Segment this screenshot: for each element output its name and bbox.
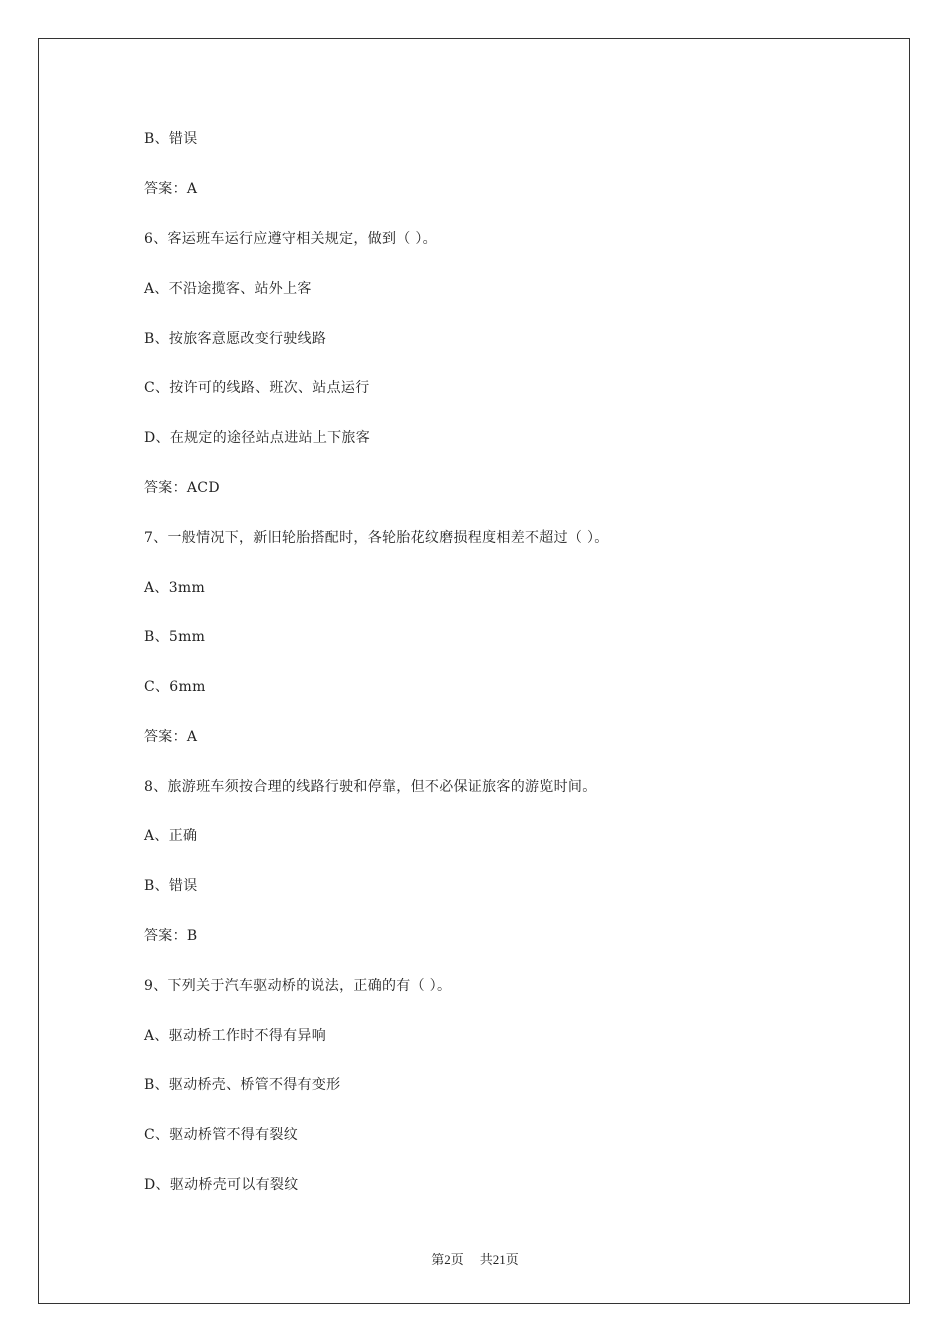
answer-q6: 答案：ACD [144, 480, 220, 496]
answer-q8: 答案：B [144, 928, 198, 944]
option-c-q6: C、按许可的线路、班次、站点运行 [144, 380, 370, 396]
page-total: 共21页 [479, 1252, 519, 1267]
option-c-q7: C、6mm [144, 679, 206, 695]
option-b-q7: B、5mm [144, 629, 206, 645]
option-a-q6: A、不沿途揽客、站外上客 [144, 281, 312, 297]
option-d-q9: D、驱动桥壳可以有裂纹 [144, 1177, 299, 1193]
answer-q7: 答案：A [144, 729, 198, 745]
answer-q5: 答案：A [144, 181, 198, 197]
option-a-q8: A、正确 [144, 828, 198, 844]
page-footer [0, 1249, 950, 1268]
page-number: 第2页 [431, 1252, 464, 1267]
option-b-q5: B、错误 [144, 131, 198, 147]
question-7: 7、一般情况下，新旧轮胎搭配时，各轮胎花纹磨损程度相差不超过（ ）。 [144, 530, 609, 546]
option-d-q6: D、在规定的途径站点进站上下旅客 [144, 430, 371, 446]
question-6: 6、客运班车运行应遵守相关规定，做到（ ）。 [144, 231, 437, 247]
option-a-q9: A、驱动桥工作时不得有异响 [144, 1028, 327, 1044]
option-a-q7: A、3mm [144, 580, 206, 596]
option-b-q9: B、驱动桥壳、桥管不得有变形 [144, 1077, 341, 1093]
question-8: 8、旅游班车须按合理的线路行驶和停靠，但不必保证旅客的游览时间。 [144, 779, 597, 795]
option-b-q6: B、按旅客意愿改变行驶线路 [144, 331, 327, 347]
question-9: 9、下列关于汽车驱动桥的说法，正确的有（ ）。 [144, 978, 452, 994]
option-c-q9: C、驱动桥管不得有裂纹 [144, 1127, 299, 1143]
option-b-q8: B、错误 [144, 878, 198, 894]
page-border [38, 38, 910, 1304]
